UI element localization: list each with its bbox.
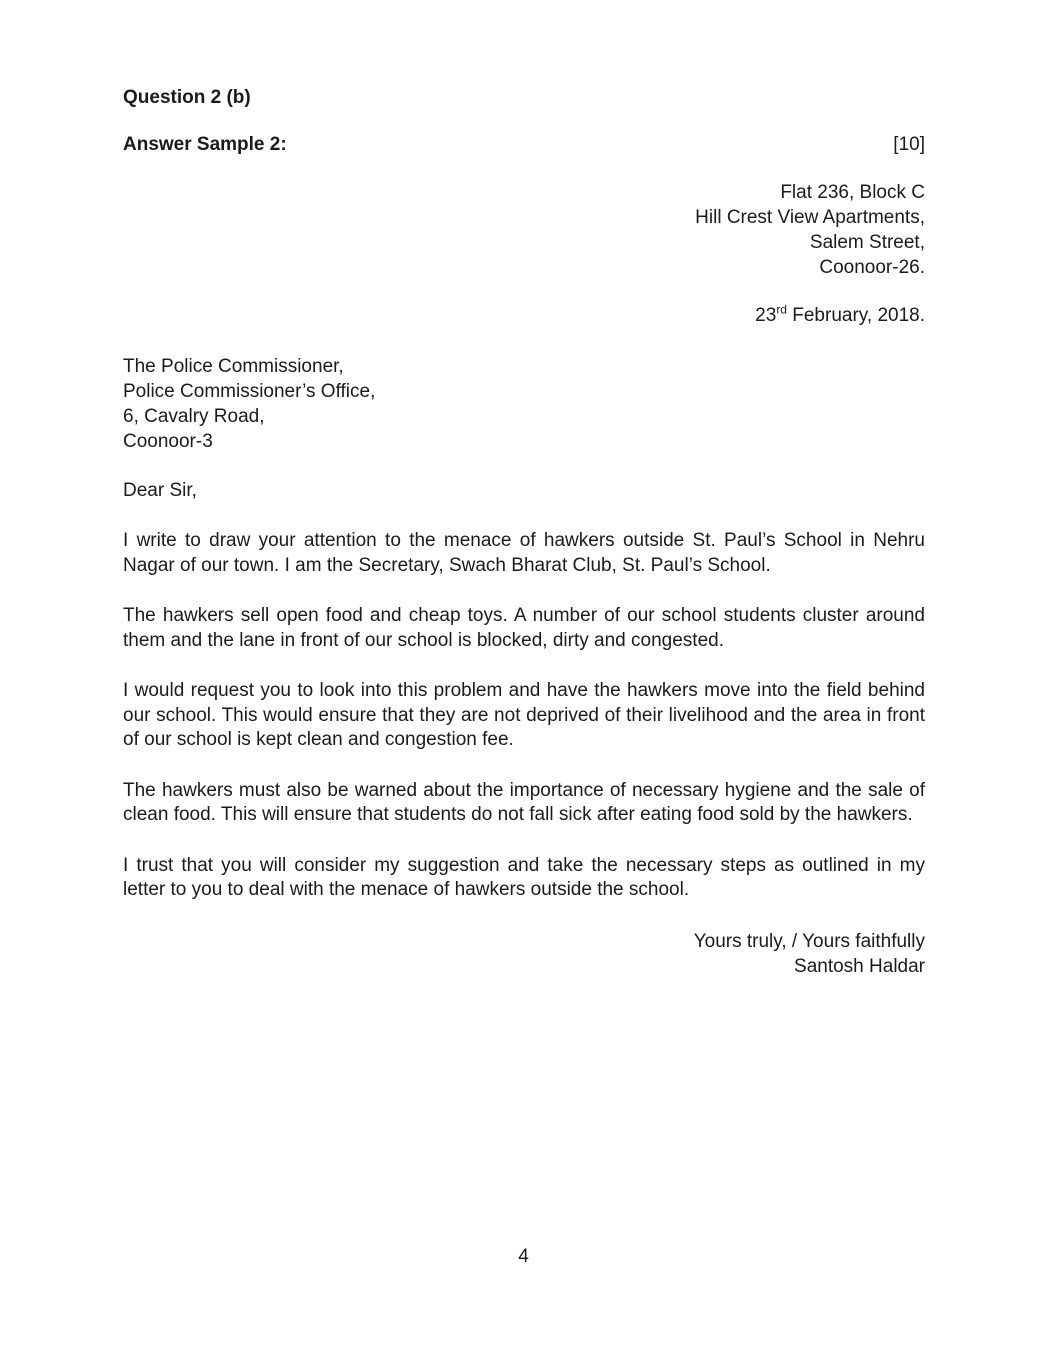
recipient-address-line-2: Police Commissioner’s Office, (123, 381, 376, 402)
recipient-address-line-3: 6, Cavalry Road, (123, 406, 265, 427)
body-paragraph-2: The hawkers sell open food and cheap toys. A number of our school students cluster around them and the lane in front of our school is blocked, dirty and congested. (123, 605, 925, 651)
signature: Santosh Haldar (794, 955, 925, 977)
closing-line: Yours truly, / Yours faithfully (693, 930, 925, 952)
body-paragraph-4: The hawkers must also be warned about the importance of necessary hygiene and the sale of clean food. This will ensure that students do not fall sick after eating food sold by the hawkers. (123, 779, 925, 825)
sender-address-line-4: Coonoor-26. (819, 257, 925, 278)
recipient-address-line-1: The Police Commissioner, (123, 356, 344, 377)
body-paragraph-5: I trust that you will consider my suggestion and take the necessary steps as outlined in my letter to you to deal with the menace of hawkers outside the school. (123, 854, 925, 900)
page-number: 4 (518, 1246, 529, 1267)
answer-heading-row (123, 133, 925, 157)
letter-body (123, 529, 925, 903)
date-rest: February, 2018. (786, 305, 925, 326)
sender-address-line-3: Salem Street, (809, 232, 925, 253)
question-heading: Question 2 (b) (123, 87, 251, 108)
recipient-address-line-4: Coonoor-3 (123, 431, 213, 452)
salutation: Dear Sir, (123, 480, 197, 501)
closing-block (123, 929, 925, 979)
answer-heading: Answer Sample 2: (123, 134, 287, 155)
sender-address (123, 180, 925, 280)
marks-label: [10] (893, 134, 925, 155)
sender-address-line-1: Flat 236, Block C (780, 182, 925, 203)
letter-date (123, 303, 925, 328)
body-paragraph-1: I write to draw your attention to the menace of hawkers outside St. Paul’s School in Nehru Nagar of our town. I am the Secretary, Swach Bharat Club, St. Paul’s School. (123, 530, 925, 576)
date-ordinal: rd (776, 302, 787, 317)
date-day: 23 (755, 305, 777, 326)
sender-address-line-2: Hill Crest View Apartments, (695, 207, 925, 228)
body-paragraph-3: I would request you to look into this problem and have the hawkers move into the field behind our school. This would ensure that they are not deprived of their livelihood and the area in front of our school is kept clean and congestion fee. (123, 680, 925, 750)
recipient-address (123, 354, 925, 454)
